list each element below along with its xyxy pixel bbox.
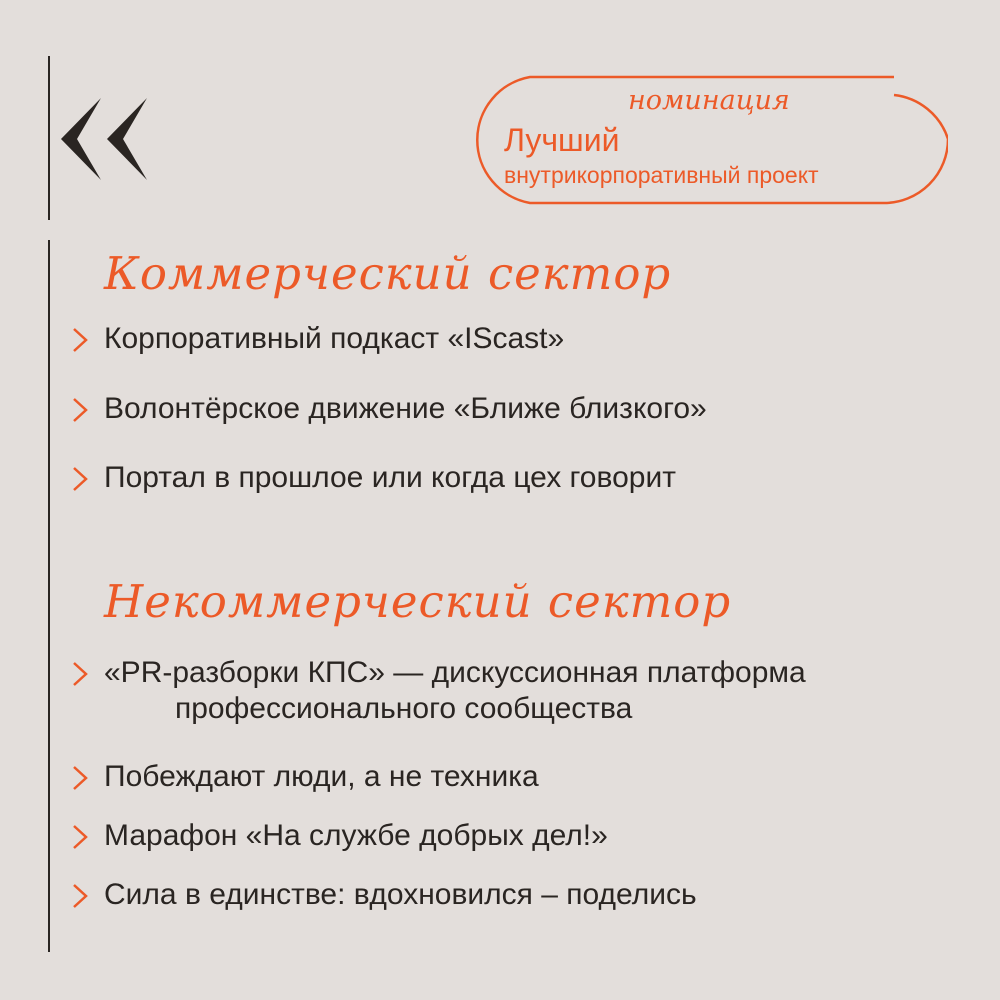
chevron-right-icon [72,466,88,492]
list-item-text: «PR-разборки КПС» — дискуссионная платформа [104,656,806,689]
list-item-text: Сила в единстве: вдохновился – поделись [104,878,697,911]
nomination-badge [466,75,948,205]
divider-line-top [48,56,50,220]
section-heading-noncommercial: Некоммерческий сектор [104,575,732,628]
chevron-right-icon [72,883,88,909]
badge-subtitle: внутрикорпоративный проект [504,162,819,188]
list-item-text-continuation: профессионального сообщества [175,692,633,725]
list-item-text: Портал в прошлое или когда цех говорит [104,461,676,494]
chevron-right-icon [72,397,88,423]
divider-line-bottom [48,240,50,952]
list-item-text: Волонтёрское движение «Ближе близкого» [104,392,707,425]
badge-title: Лучший [504,122,620,158]
chevron-right-icon [72,327,88,353]
list-item-text: Марафон «На службе добрых дел!» [104,819,608,852]
list-item-text: Побеждают люди, а не техника [104,760,539,793]
section-heading-commercial: Коммерческий сектор [104,247,672,300]
chevron-right-icon [72,824,88,850]
badge-kicker: номинация [628,85,790,116]
chevron-right-icon [72,765,88,791]
chevron-right-icon [72,661,88,687]
list-item-text: Корпоративный подкаст «IScast» [104,322,565,355]
double-chevron-left-icon[interactable] [55,96,151,182]
